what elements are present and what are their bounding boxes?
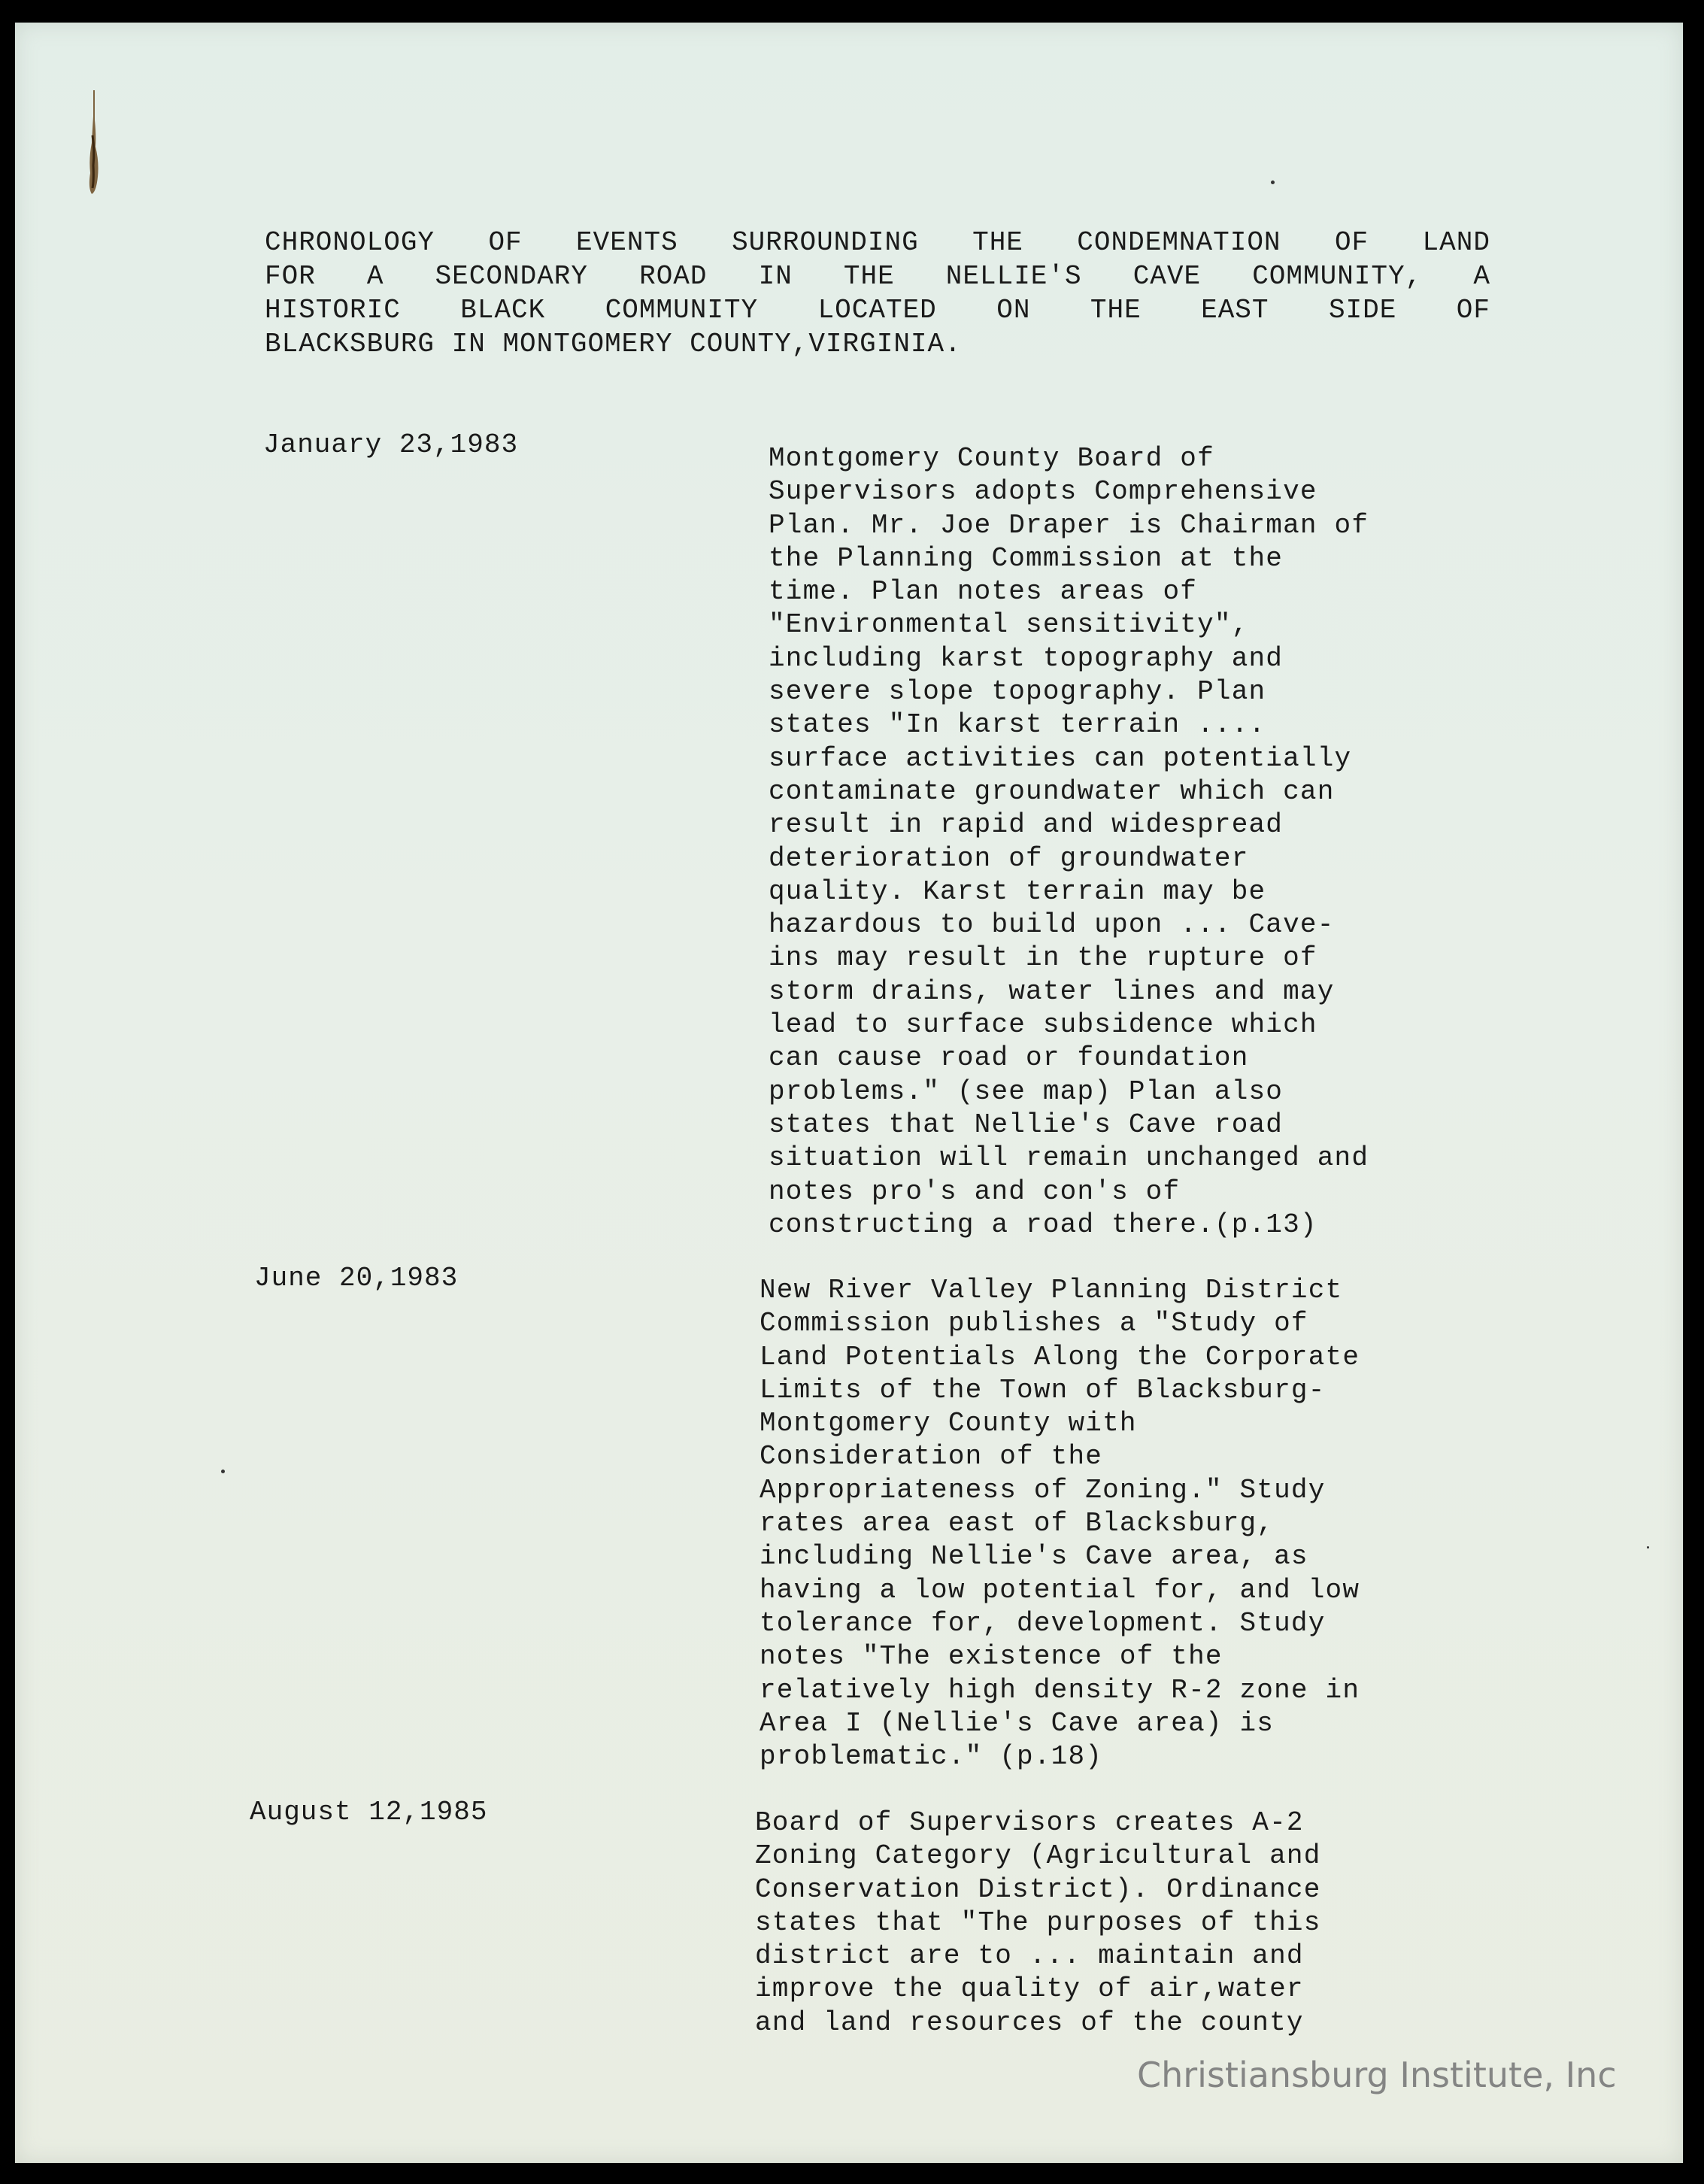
entry-line: tolerance for, development. Study	[760, 1607, 1326, 1639]
title-word: SIDE	[1328, 295, 1397, 326]
title-word: THE	[843, 261, 895, 292]
entry-line: rates area east of Blacksburg,	[760, 1508, 1275, 1539]
entry-line: quality. Karst terrain may be	[769, 875, 1266, 907]
entry-date: June 20,1983	[254, 1263, 459, 1294]
entry-line: including Nellie's Cave area, as	[760, 1541, 1308, 1573]
entry-line: Appropriateness of Zoning." Study	[760, 1474, 1326, 1506]
entry-line: problematic." (p.18)	[760, 1741, 1103, 1773]
title-word: CHRONOLOGY	[265, 227, 435, 258]
entry-line: Commission publishes a "Study of	[760, 1308, 1308, 1339]
title-word: SURROUNDING	[732, 227, 919, 258]
title-word: CONDEMNATION	[1077, 227, 1281, 258]
entry-line: states "In karst terrain ....	[769, 709, 1266, 741]
title-word: ON	[996, 295, 1031, 326]
title-word: OF	[1456, 295, 1490, 326]
entry-line: deterioration of groundwater	[769, 842, 1249, 874]
entry-line: the Planning Commission at the	[769, 542, 1284, 574]
entry-line: time. Plan notes areas of	[769, 576, 1198, 608]
entry-line: and land resources of the county	[755, 2007, 1304, 2038]
entry-line: having a low potential for, and low	[760, 1574, 1360, 1606]
entry-line: problems." (see map) Plan also	[769, 1075, 1284, 1107]
title-word: COMMUNITY	[605, 295, 759, 326]
entry-line: Limits of the Town of Blacksburg-	[760, 1374, 1326, 1406]
entry-line: states that "The purposes of this	[755, 1906, 1321, 1938]
title-word: IN	[758, 261, 793, 292]
title-word: BLACK	[460, 295, 546, 326]
entry-line: Zoning Category (Agricultural and	[755, 1840, 1321, 1872]
entry-line: Plan. Mr. Joe Draper is Chairman of	[769, 509, 1369, 541]
title-word: ROAD	[639, 261, 708, 292]
title-word: THE	[972, 227, 1023, 258]
title-word: NELLIE'S	[945, 261, 1082, 292]
title-word: THE	[1090, 295, 1142, 326]
entry-line: notes "The existence of the	[760, 1641, 1223, 1673]
entry-line: "Environmental sensitivity",	[769, 609, 1249, 641]
entry-line: Conservation District). Ordinance	[755, 1873, 1321, 1905]
entry-line: New River Valley Planning District	[760, 1275, 1343, 1306]
title-word: LAND	[1422, 227, 1490, 258]
entry-line: result in rapid and widespread	[769, 809, 1284, 841]
document-title	[265, 226, 1490, 361]
entry-line: constructing a road there.(p.13)	[769, 1209, 1317, 1240]
title-word: EAST	[1201, 295, 1269, 326]
title-word: LOCATED	[817, 295, 937, 326]
entry-line: surface activities can potentially	[769, 742, 1352, 774]
entry-line: contaminate groundwater which can	[769, 775, 1335, 807]
entry-line: Land Potentials Along the Corporate	[760, 1341, 1360, 1373]
title-word: COMMUNITY,	[1252, 261, 1423, 292]
title-word: SECONDARY	[435, 261, 589, 292]
entry-line: district are to ... maintain and	[755, 1940, 1304, 1972]
title-word: A	[366, 261, 384, 292]
entry-line: Montgomery County with	[760, 1408, 1137, 1439]
title-word: OF	[488, 227, 523, 258]
entry-date: August 12,1985	[250, 1797, 488, 1828]
entry-line: notes pro's and con's of	[769, 1175, 1181, 1207]
title-word: HISTORIC	[265, 295, 401, 326]
entry-line: lead to surface subsidence which	[769, 1009, 1317, 1041]
rust-stain-mark	[86, 90, 102, 196]
title-word: FOR	[265, 261, 316, 292]
entry-line: Consideration of the	[760, 1441, 1103, 1473]
entry-line: situation will remain unchanged and	[769, 1142, 1369, 1174]
entry-line: states that Nellie's Cave road	[769, 1109, 1284, 1140]
entry-line: Montgomery County Board of	[769, 443, 1214, 474]
title-line	[265, 327, 1490, 361]
title-word: A	[1473, 261, 1490, 292]
entry-line: Board of Supervisors creates A-2	[755, 1807, 1304, 1838]
entry-description	[755, 1806, 1514, 2040]
title-word: CAVE	[1132, 261, 1202, 292]
entry-line: relatively high density R-2 zone in	[760, 1674, 1360, 1706]
title-word: EVENTS	[576, 227, 678, 258]
entry-line: hazardous to build upon ... Cave-	[769, 909, 1335, 941]
title-word: OF	[1334, 227, 1369, 258]
entry-line: can cause road or foundation	[769, 1042, 1249, 1074]
entry-description	[760, 1274, 1519, 1773]
title-line	[265, 293, 1490, 327]
entry-line: storm drains, water lines and may	[769, 975, 1335, 1007]
watermark: Christiansburg Institute, Inc	[1137, 2055, 1617, 2095]
entry-line: ins may result in the rupture of	[769, 942, 1317, 974]
title-word: BLACKSBURG IN MONTGOMERY COUNTY,VIRGINIA.	[265, 329, 962, 359]
title-line	[265, 226, 1490, 259]
entry-date: January 23,1983	[263, 429, 519, 460]
entry-line: severe slope topography. Plan	[769, 676, 1266, 708]
entry-line: including karst topography and	[769, 642, 1284, 674]
speck-mark	[1271, 180, 1275, 184]
speck-mark	[221, 1470, 225, 1473]
entry-line: improve the quality of air,water	[755, 1973, 1304, 2005]
entry-line: Area I (Nellie's Cave area) is	[760, 1707, 1275, 1739]
entry-description	[769, 442, 1528, 1242]
title-line	[265, 259, 1490, 293]
speck-mark	[1647, 1546, 1649, 1549]
entry-line: Supervisors adopts Comprehensive	[769, 476, 1317, 508]
